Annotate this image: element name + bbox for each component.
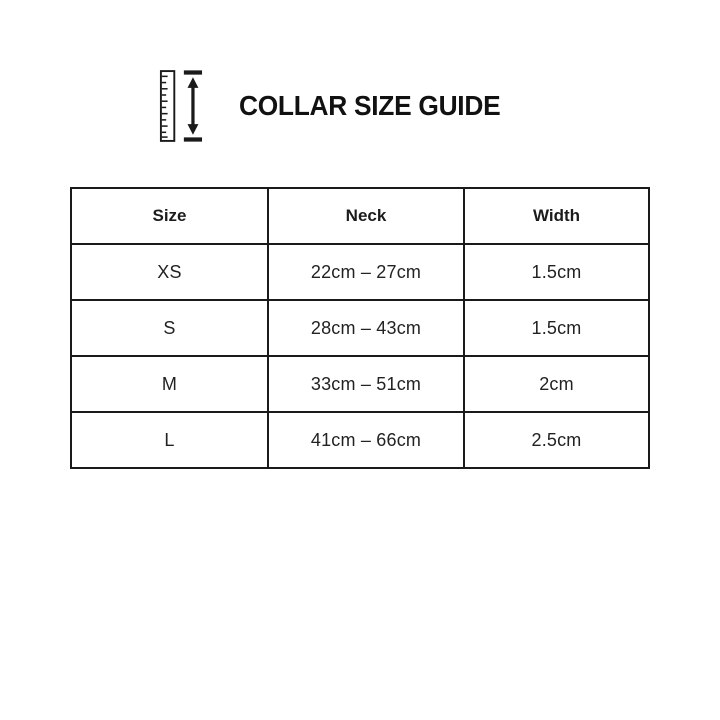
page-title: COLLAR SIZE GUIDE (239, 90, 501, 121)
cell-width: 1.5cm (464, 300, 649, 356)
table-row-l (71, 412, 649, 468)
cell-width: 2cm (464, 356, 649, 412)
column-header-width: Width (464, 188, 649, 244)
table-row-xs (71, 244, 649, 300)
cell-size: S (71, 300, 268, 356)
size-guide-table (70, 187, 650, 469)
cell-width: 1.5cm (464, 244, 649, 300)
cell-neck: 41cm – 66cm (268, 412, 464, 468)
cell-neck: 22cm – 27cm (268, 244, 464, 300)
table-row-m (71, 356, 649, 412)
cell-width: 2.5cm (464, 412, 649, 468)
cell-size: L (71, 412, 268, 468)
column-header-neck: Neck (268, 188, 464, 244)
cell-size: M (71, 356, 268, 412)
header (159, 66, 517, 146)
cell-neck: 33cm – 51cm (268, 356, 464, 412)
cell-size: XS (71, 244, 268, 300)
table-row-s (71, 300, 649, 356)
ruler-measure-icon (159, 67, 203, 145)
cell-neck: 28cm – 43cm (268, 300, 464, 356)
column-header-size: Size (71, 188, 268, 244)
table-header-row (71, 188, 649, 244)
